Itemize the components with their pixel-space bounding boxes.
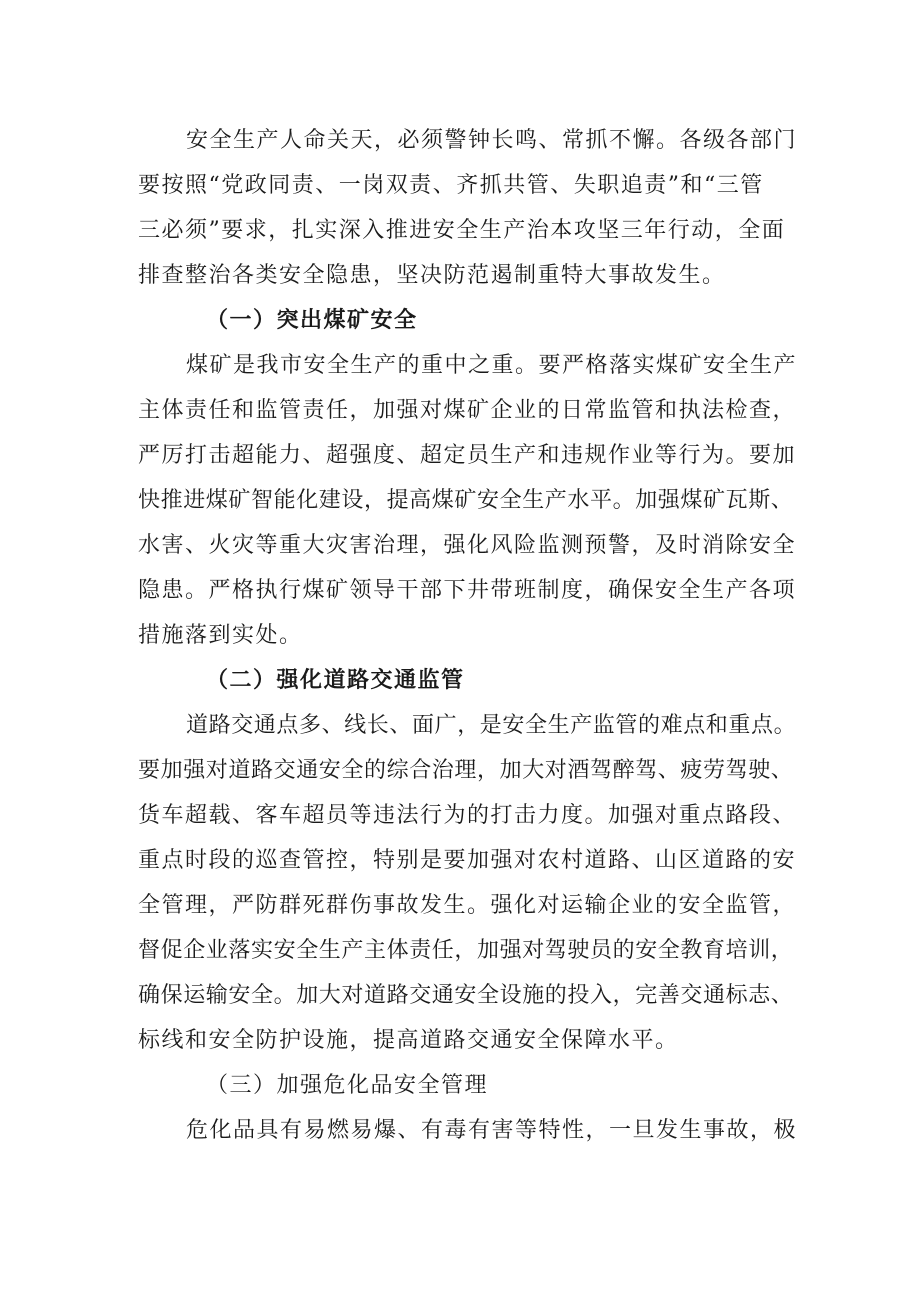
text-line: 三必须”要求，扎实深入推进安全生产治本攻坚三年行动，全面 xyxy=(138,218,786,243)
text-line: 确保运输安全。加大对道路交通安全设施的投入，完善交通标志、 xyxy=(138,983,794,1008)
text-line: 煤矿是我市安全生产的重中之重。要严格落实煤矿安全生产 xyxy=(186,353,798,378)
text-line: 道路交通点多、线长、面广，是安全生产监管的难点和重点。 xyxy=(186,713,797,738)
text-line: 要加强对道路交通安全的综合治理，加大对酒驾醉驾、疲劳驾驶、 xyxy=(138,758,794,783)
section-heading-hazardous-chemicals: （三）加强危化品安全管理 xyxy=(206,1073,489,1098)
text-line: 水害、火灾等重大灾害治理，强化风险监测预警，及时消除安全 xyxy=(138,533,797,558)
section-heading-road-traffic: （二）强化道路交通监管 xyxy=(206,667,465,693)
road-traffic-paragraph xyxy=(138,703,798,1063)
text-line: 排查整治各类安全隐患，坚决防范遏制重特大事故发生。 xyxy=(138,263,726,288)
text-line: 重点时段的巡查管控，特别是要加强对农村道路、山区道路的安 xyxy=(138,848,797,873)
text-line: 快推进煤矿智能化建设，提高煤矿安全生产水平。加强煤矿瓦斯、 xyxy=(138,488,794,513)
hazardous-chemicals-paragraph xyxy=(138,1108,798,1153)
intro-paragraph xyxy=(138,118,798,298)
text-line: 严厉打击超能力、超强度、超定员生产和违规作业等行为。要加 xyxy=(138,443,797,468)
text-line: 危化品具有易燃易爆、有毒有害等特性，一旦发生事故，极 xyxy=(186,1118,798,1143)
section-heading-coal-mine: （一）突出煤矿安全 xyxy=(206,307,418,333)
text-line: 标线和安全防护设施，提高道路交通安全保障水平。 xyxy=(138,1028,679,1053)
text-line: 全管理，严防群死群伤事故发生。强化对运输企业的安全监管， xyxy=(138,893,797,918)
text-line: 主体责任和监管责任，加强对煤矿企业的日常监管和执法检查， xyxy=(138,398,797,423)
text-line: 货车超载、客车超员等违法行为的打击力度。加强对重点路段、 xyxy=(138,803,797,828)
text-line: 措施落到实处。 xyxy=(138,623,303,648)
text-line: 隐患。严格执行煤矿领导干部下井带班制度，确保安全生产各项 xyxy=(138,578,797,603)
coal-mine-paragraph xyxy=(138,343,798,658)
text-line: 要按照“党政同责、一岗双责、齐抓共管、失职追责”和“三管 xyxy=(138,173,764,198)
text-line: 安全生产人命关天，必须警钟长鸣、常抓不懈。各级各部门 xyxy=(186,128,798,153)
text-line: 督促企业落实安全生产主体责任，加强对驾驶员的安全教育培训， xyxy=(138,938,794,963)
document-body xyxy=(138,118,798,1153)
